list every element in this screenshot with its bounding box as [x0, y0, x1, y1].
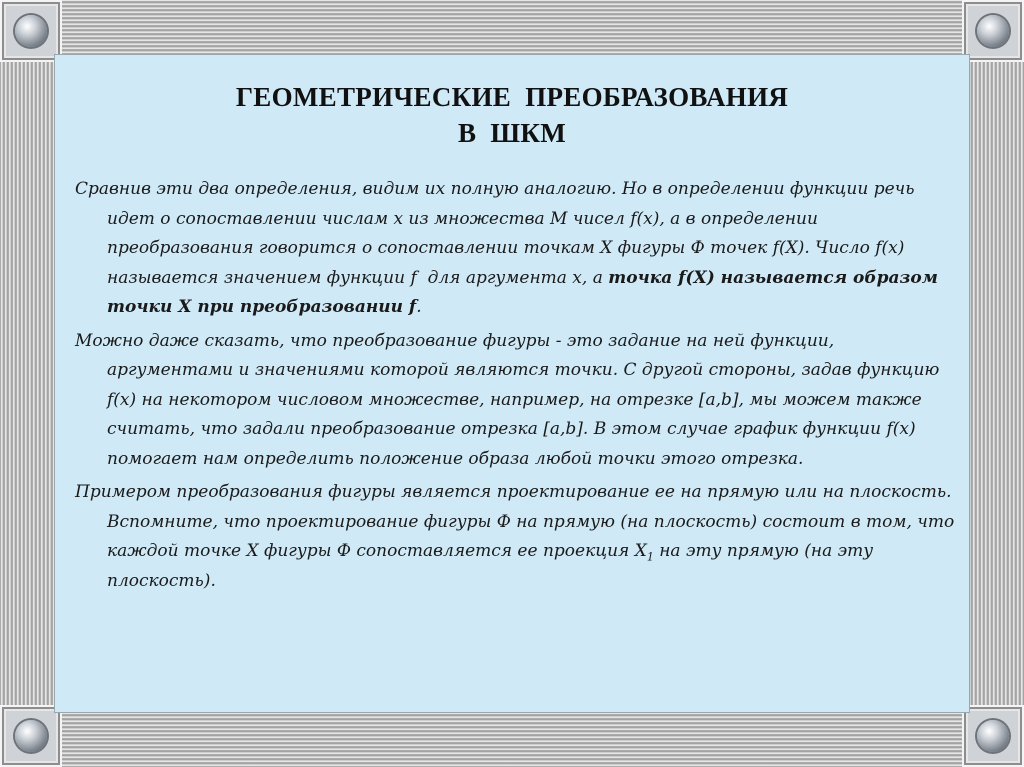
corner-top-left	[0, 0, 62, 62]
paragraph-1-text: Сравнив эти два определения, видим их полную аналогию. Но в определении функции речь идет о сопоставлении числам x из множества M чисел f(x), а в определении преобразования говорится о сопоставлении точкам X фигуры Ф точек f(X). Число f(x) называется значением функции f для аргумента x, а	[75, 179, 920, 288]
paragraph-1	[75, 175, 955, 323]
paragraph-3	[75, 478, 955, 596]
paragraph-3-end: на эту прямую (на эту плоскость).	[107, 541, 874, 591]
frame-top	[0, 0, 1024, 54]
paragraph-2	[75, 327, 955, 475]
rivet-icon	[977, 15, 1009, 47]
slide-title	[55, 79, 969, 151]
paragraph-3-text: Примером преобразования фигуры является проектирование ее на прямую или на плоскость. Вспомните, что проектирование фигуры Ф на прямую (на плоскость) состоит в том, что каждой точке X фигуры Ф сопоставляется ее проекция X	[75, 482, 955, 561]
paragraph-2-text: Можно даже сказать, что преобразование фигуры - это задание на ней функции, аргументами и значениями которой являются точки. С другой стороны, задав функцию f(x) на некотором числовом множестве, например, на отрезке [a,b], мы можем также считать, что задали преобразование отрезка [a,b]. В этом случае график функции f(x) помогает нам определить положение образа любой точки этого отрезка.	[75, 330, 940, 469]
title-line-2: В ШКМ	[457, 118, 567, 148]
corner-bottom-right	[962, 705, 1024, 767]
paragraph-1-emphasis: точка f(X) называется образом точки X при преобразовании f	[107, 267, 938, 317]
slide-body	[75, 175, 955, 600]
rivet-icon	[15, 720, 47, 752]
frame-bottom	[0, 713, 1024, 767]
slide-content	[54, 54, 970, 713]
rivet-icon	[977, 720, 1009, 752]
title-line-1: ГЕОМЕТРИЧЕСКИЕ ПРЕОБРАЗОВАНИЯ	[235, 82, 789, 112]
corner-top-right	[962, 0, 1024, 62]
rivet-icon	[15, 15, 47, 47]
paragraph-1-end: .	[416, 297, 422, 317]
subscript: 1	[646, 550, 654, 564]
corner-bottom-left	[0, 705, 62, 767]
